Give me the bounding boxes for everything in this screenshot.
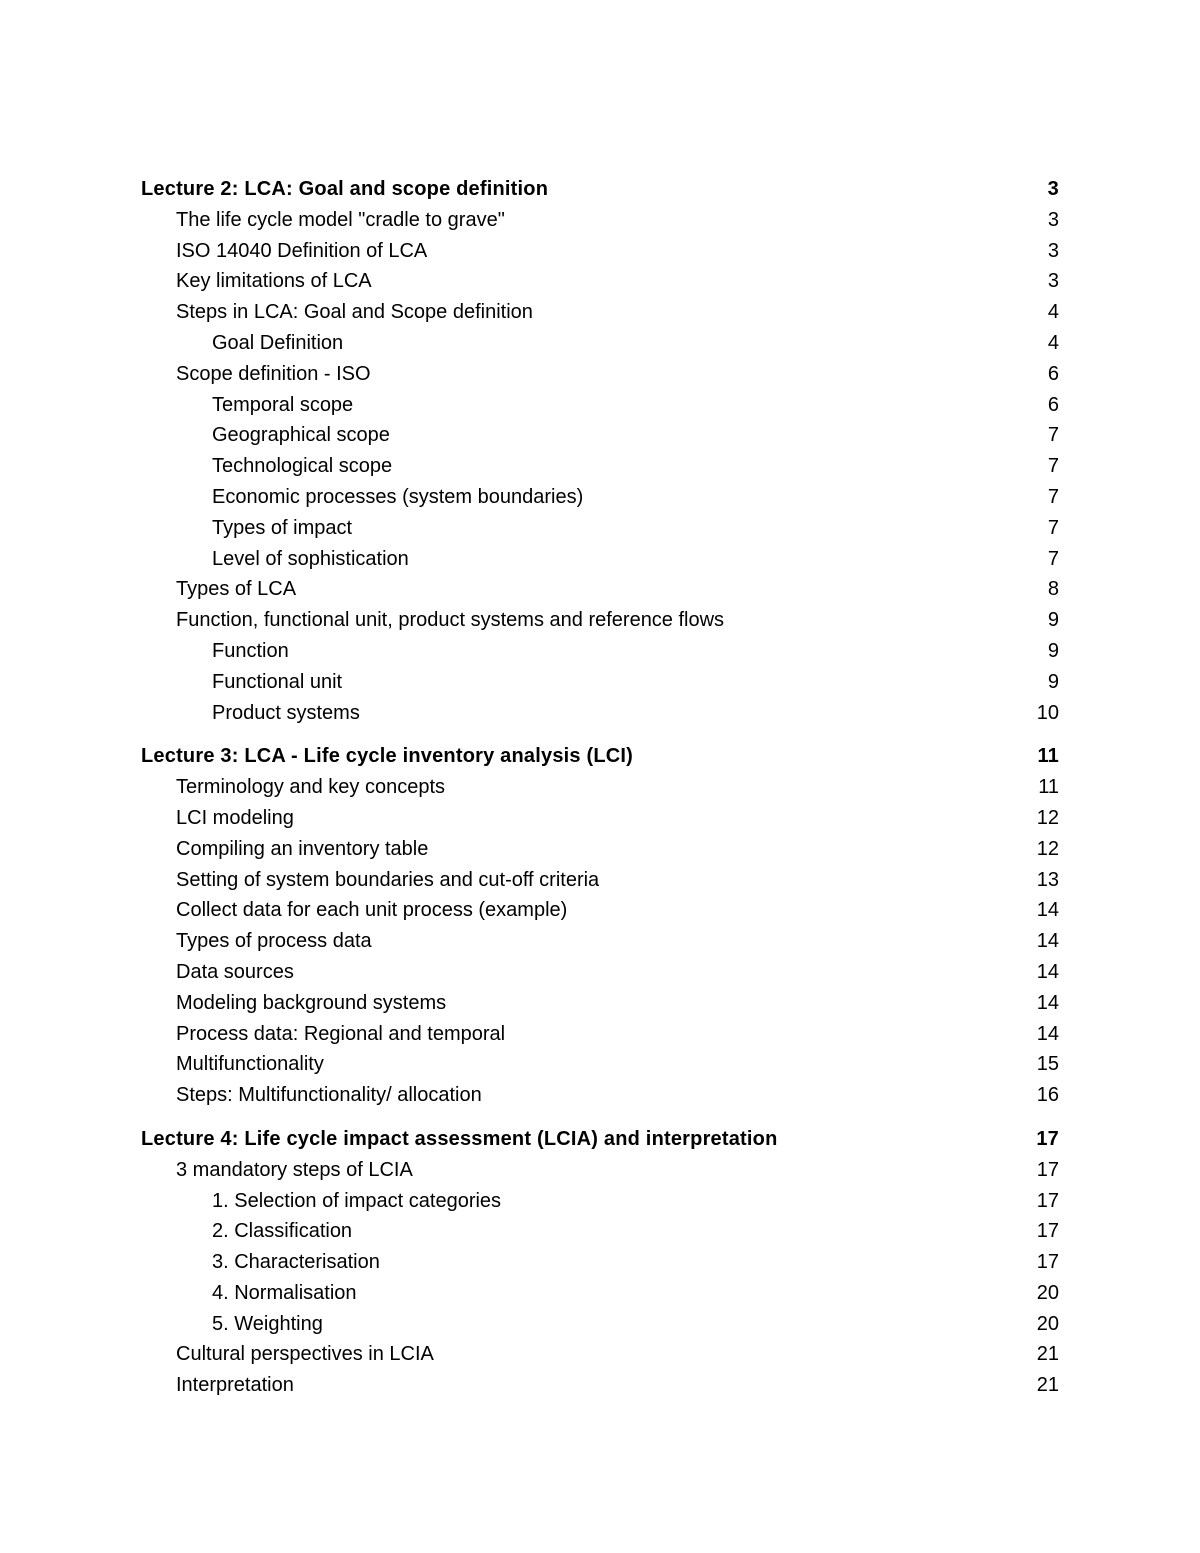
toc-entry-label: Types of LCA <box>176 578 297 601</box>
toc-entry-subsubsection[interactable] <box>141 1247 1059 1278</box>
toc-entry-label: Modeling background systems <box>176 991 447 1014</box>
toc-page-number: 6 <box>1047 393 1059 416</box>
toc-section <box>141 741 1059 1111</box>
toc-entry-label: Cultural perspectives in LCIA <box>176 1343 434 1366</box>
toc-entry-label: Temporal scope <box>212 393 354 416</box>
toc-entry-subsection[interactable] <box>141 1080 1059 1111</box>
toc-entry-subsection[interactable] <box>141 834 1059 865</box>
toc-entry-subsection[interactable] <box>141 957 1059 988</box>
toc-entry-label: Steps: Multifunctionality/ allocation <box>176 1084 482 1107</box>
toc-entry-title: Lecture 3: LCA - Life cycle inventory analysis (LCI) <box>141 745 634 768</box>
toc-entry-subsection[interactable] <box>141 988 1059 1019</box>
toc-page-number: 10 <box>1036 701 1059 724</box>
toc-entry-label: Scope definition - ISO <box>176 362 371 385</box>
toc-entry-subsection[interactable] <box>141 1339 1059 1370</box>
toc-entry-label: Process data: Regional and temporal <box>176 1022 506 1045</box>
toc-page-number: 14 <box>1036 960 1059 983</box>
toc-page-number: 7 <box>1047 516 1059 539</box>
toc-page-number: 17 <box>1036 1158 1059 1181</box>
toc-entry-subsection[interactable] <box>141 359 1059 390</box>
toc-entry-subsection[interactable] <box>141 1155 1059 1186</box>
toc-page-number: 17 <box>1036 1189 1059 1212</box>
toc-entry-subsection[interactable] <box>141 895 1059 926</box>
toc-page-number: 7 <box>1047 485 1059 508</box>
section-spacer <box>141 1111 1059 1124</box>
toc-entry-label: Terminology and key concepts <box>176 776 446 799</box>
toc-page-number: 7 <box>1047 547 1059 570</box>
toc-page-number: 9 <box>1047 639 1059 662</box>
toc-entry-title: Lecture 2: LCA: Goal and scope definition <box>141 178 549 200</box>
toc-page-number: 14 <box>1036 1022 1059 1045</box>
toc-entry-subsubsection[interactable] <box>141 1216 1059 1247</box>
toc-entry-subsubsection[interactable] <box>141 636 1059 667</box>
toc-entry-subsection[interactable] <box>141 772 1059 803</box>
toc-page-number: 17 <box>1036 1127 1059 1150</box>
toc-entry-label: 5. Weighting <box>212 1312 323 1335</box>
toc-page-number: 4 <box>1047 301 1059 324</box>
toc-page-number: 14 <box>1036 991 1059 1014</box>
section-spacer <box>141 728 1059 741</box>
toc-entry-label: Setting of system boundaries and cut-off criteria <box>176 868 600 891</box>
toc-page-number: 14 <box>1036 930 1059 953</box>
toc-entry-label: Types of process data <box>176 930 372 953</box>
toc-page-number: 8 <box>1047 578 1059 601</box>
toc-entry-label: Compiling an inventory table <box>176 837 429 860</box>
toc-entry-subsection[interactable] <box>141 605 1059 636</box>
toc-page-number: 3 <box>1047 208 1059 231</box>
toc-entry-lecture[interactable] <box>141 174 1059 205</box>
toc-entry-title: Lecture 4: Life cycle impact assessment (LCIA) and interpretation <box>141 1127 778 1150</box>
toc-page-number: 14 <box>1036 899 1059 922</box>
toc-page-number: 20 <box>1036 1281 1059 1304</box>
toc-page-number: 17 <box>1036 1251 1059 1274</box>
toc-entry-subsubsection[interactable] <box>141 513 1059 544</box>
toc-entry-subsubsection[interactable] <box>141 451 1059 482</box>
toc-page-number: 11 <box>1038 776 1059 799</box>
toc-entry-subsubsection[interactable] <box>141 544 1059 575</box>
toc-entry-subsubsection[interactable] <box>141 1186 1059 1217</box>
toc-page-number: 4 <box>1047 331 1059 354</box>
toc-entry-label: LCI modeling <box>176 806 294 829</box>
toc-entry-label: Functional unit <box>212 670 343 693</box>
toc-entry-subsection[interactable] <box>141 205 1059 236</box>
toc-entry-lecture[interactable] <box>141 1124 1059 1155</box>
toc-entry-label: Collect data for each unit process (example) <box>176 899 568 922</box>
toc-entry-label: The life cycle model "cradle to grave" <box>176 208 505 231</box>
toc-entry-subsubsection[interactable] <box>141 390 1059 421</box>
toc-entry-label: Level of sophistication <box>212 547 409 570</box>
toc-page-number: 16 <box>1036 1084 1059 1107</box>
toc-entry-subsection[interactable] <box>141 1370 1059 1401</box>
toc-page-number: 21 <box>1036 1374 1059 1397</box>
toc-page-number: 13 <box>1036 868 1059 891</box>
toc-entry-subsection[interactable] <box>141 574 1059 605</box>
toc-entry-label: Function, functional unit, product systems and reference flows <box>176 609 725 632</box>
toc-entry-subsection[interactable] <box>141 803 1059 834</box>
toc-page-number: 21 <box>1036 1343 1059 1366</box>
toc-entry-subsection[interactable] <box>141 1049 1059 1080</box>
toc-entry-label: Economic processes (system boundaries) <box>212 485 584 508</box>
toc-entry-label: Product systems <box>212 701 360 724</box>
table-of-contents <box>141 174 1059 1401</box>
toc-page-number: 17 <box>1036 1220 1059 1243</box>
toc-entry-subsection[interactable] <box>141 1019 1059 1050</box>
toc-entry-label: Data sources <box>176 960 294 983</box>
toc-entry-subsubsection[interactable] <box>141 328 1059 359</box>
toc-entry-label: 2. Classification <box>212 1220 353 1243</box>
toc-entry-label: 1. Selection of impact categories <box>212 1189 502 1212</box>
toc-page-number: 3 <box>1047 178 1059 200</box>
toc-entry-label: Interpretation <box>176 1374 294 1397</box>
toc-page-number: 20 <box>1036 1312 1059 1335</box>
toc-page-number: 7 <box>1047 455 1059 478</box>
toc-entry-subsubsection[interactable] <box>141 698 1059 729</box>
toc-page-number: 12 <box>1036 837 1059 860</box>
toc-page-number: 15 <box>1036 1053 1059 1076</box>
toc-entry-label: 3. Characterisation <box>212 1251 380 1274</box>
toc-page-number: 11 <box>1037 745 1059 768</box>
toc-page-number: 9 <box>1047 670 1059 693</box>
toc-entry-label: ISO 14040 Definition of LCA <box>176 239 428 262</box>
toc-page-number: 3 <box>1047 270 1059 293</box>
toc-entry-lecture[interactable] <box>141 741 1059 772</box>
toc-entry-subsubsection[interactable] <box>141 1309 1059 1340</box>
toc-entry-subsection[interactable] <box>141 297 1059 328</box>
toc-page-number: 3 <box>1047 239 1059 262</box>
toc-section <box>141 1124 1059 1401</box>
toc-page-number: 9 <box>1047 609 1059 632</box>
toc-page-number: 6 <box>1047 362 1059 385</box>
toc-entry-label: Geographical scope <box>212 424 390 447</box>
toc-entry-subsection[interactable] <box>141 236 1059 267</box>
toc-entry-subsubsection[interactable] <box>141 667 1059 698</box>
toc-entry-label: Goal Definition <box>212 331 344 354</box>
toc-entry-label: Types of impact <box>212 516 353 539</box>
toc-page-number: 12 <box>1036 806 1059 829</box>
toc-entry-subsubsection[interactable] <box>141 1278 1059 1309</box>
toc-entry-label: Technological scope <box>212 455 393 478</box>
toc-entry-label: Steps in LCA: Goal and Scope definition <box>176 301 533 324</box>
toc-section <box>141 174 1059 728</box>
toc-entry-label: 4. Normalisation <box>212 1281 357 1304</box>
toc-entry-label: Key limitations of LCA <box>176 270 372 293</box>
toc-entry-subsubsection[interactable] <box>141 482 1059 513</box>
toc-entry-label: Function <box>212 639 289 662</box>
toc-entry-subsection[interactable] <box>141 926 1059 957</box>
toc-entry-label: Multifunctionality <box>176 1053 324 1076</box>
toc-entry-label: 3 mandatory steps of LCIA <box>176 1158 413 1181</box>
toc-entry-subsection[interactable] <box>141 865 1059 896</box>
toc-entry-subsection[interactable] <box>141 266 1059 297</box>
toc-entry-subsubsection[interactable] <box>141 420 1059 451</box>
toc-page-number: 7 <box>1047 424 1059 447</box>
